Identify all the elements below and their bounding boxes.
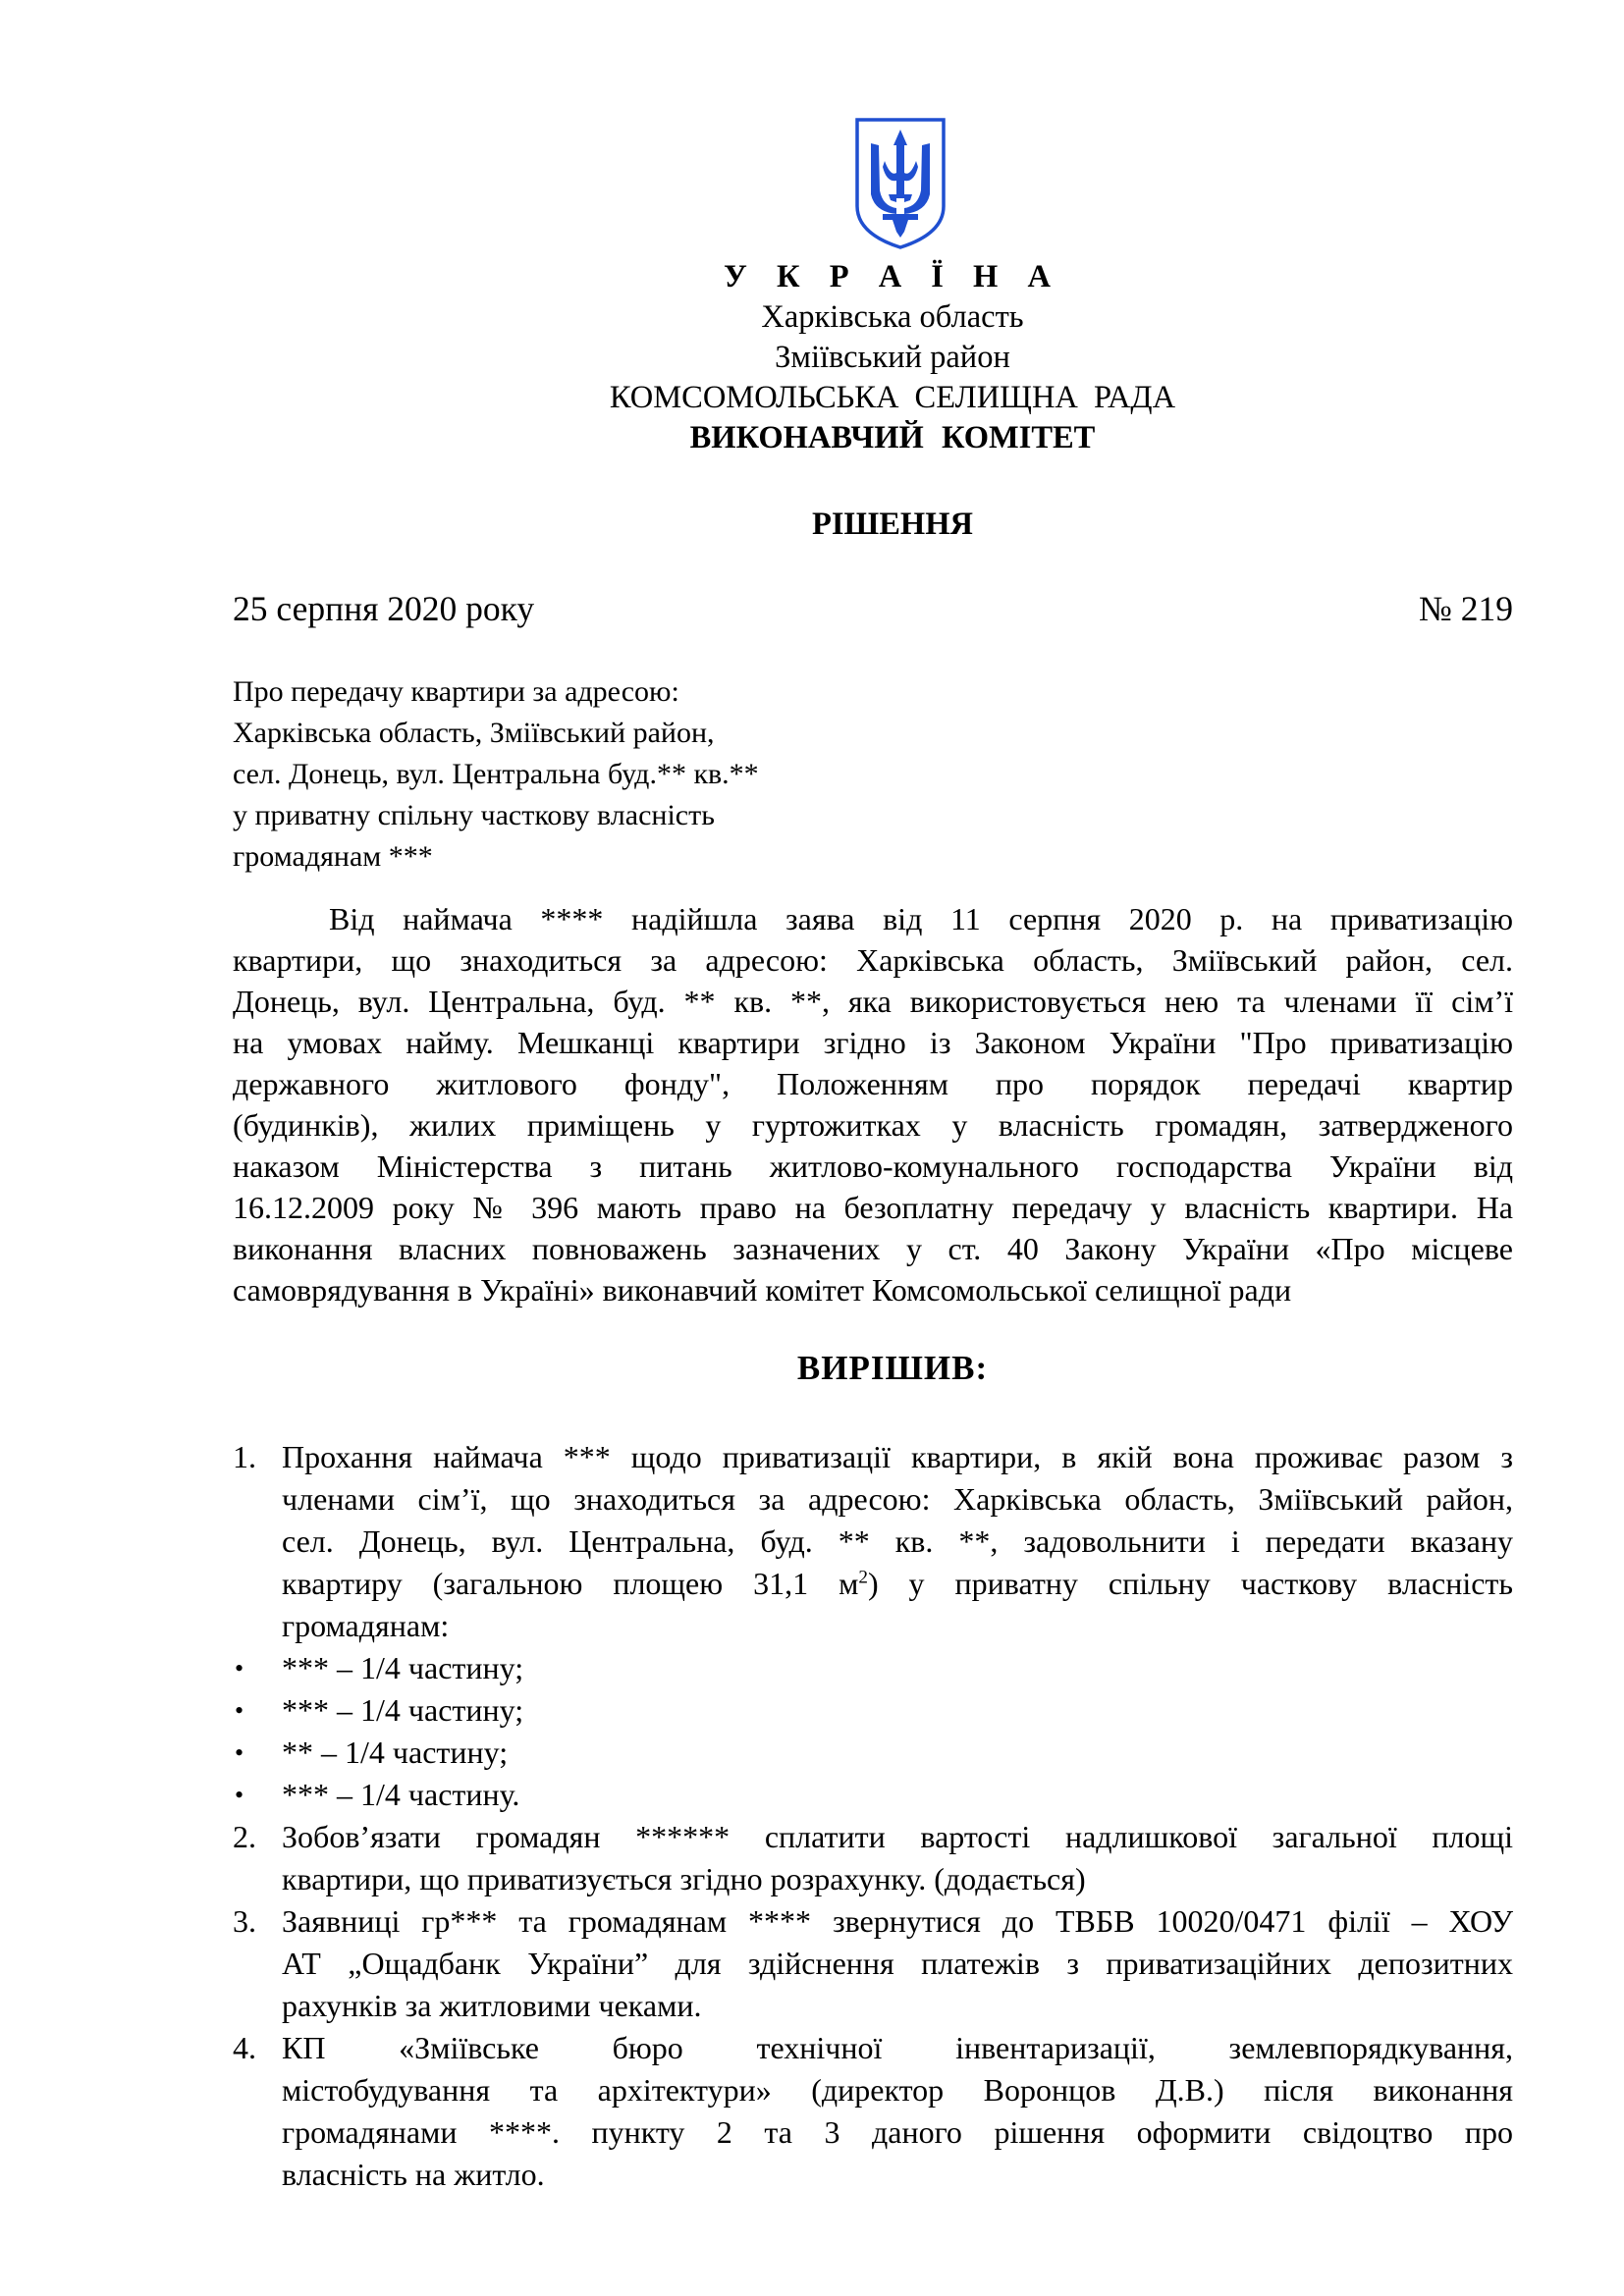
area-text: квартиру (загальною площею 31,1 м xyxy=(282,1566,859,1601)
item-line: власність на житло. xyxy=(282,2157,545,2192)
bullet-icon: • xyxy=(235,1696,244,1725)
council-name: КОМСОМОЛЬСЬКА СЕЛИЩНА РАДА xyxy=(609,380,1176,415)
subject-line: сел. Донець, вул. Центральна буд.** кв.** xyxy=(233,758,759,790)
list-item-2 xyxy=(233,1816,1513,1900)
subject-line: Харківська область, Зміївський район, xyxy=(233,717,715,749)
share-text: *** – 1/4 частину; xyxy=(282,1692,524,1728)
subject-line: Про передачу квартири за адресою: xyxy=(233,675,679,708)
item-line: членами сім’ї, що знаходиться за адресою: Харківська область, Зміївський район, xyxy=(282,1481,1513,1517)
item-number: 3. xyxy=(233,1903,256,1939)
share-text: *** – 1/4 частину; xyxy=(282,1650,524,1685)
paragraph-line: Донець, вул. Центральна, буд. ** кв. **, яка використовується нею та членами її сім’ї xyxy=(233,984,1513,1019)
paragraph-line: Від наймача **** надійшла заява від 11 серпня 2020 р. на приватизацію xyxy=(329,901,1513,936)
resolution-list xyxy=(233,1436,1513,2196)
item-line: КП «Зміївське бюро технічної інвентаризації, землевпорядкування, xyxy=(282,2030,1513,2065)
list-bullet xyxy=(233,1689,1513,1732)
paragraph-line: (будинків), жилих приміщень у гуртожитках у власність громадян, затвердженого xyxy=(233,1107,1513,1143)
item-number: 4. xyxy=(233,2030,256,2065)
document-title: РІШЕННЯ xyxy=(812,507,973,542)
item-line: містобудування та архітектури» (директор Воронцов Д.В.) після виконання xyxy=(282,2072,1513,2108)
item-line: громадянами ****. пункту 2 та 3 даного рішення оформити свідоцтво про xyxy=(282,2114,1513,2150)
paragraph-line: 16.12.2009 року № 396 мають право на безоплатну передачу у власність квартири. На xyxy=(233,1190,1513,1225)
item-line: Зобов’язати громадян ****** сплатити вартості надлишкової загальної площі xyxy=(282,1819,1513,1854)
subject-line: громадянам *** xyxy=(233,840,433,873)
list-bullet xyxy=(233,1732,1513,1774)
list-item-1 xyxy=(233,1436,1513,1647)
share-text: ** – 1/4 частину; xyxy=(282,1735,509,1770)
list-bullet xyxy=(233,1774,1513,1816)
list-bullet xyxy=(233,1647,1513,1689)
item-line: рахунків за житловими чеками. xyxy=(282,1988,702,2023)
item-line: квартири, що приватизується згідно розрахунку. (додається) xyxy=(282,1861,1086,1896)
subject-line: у приватну спільну часткову власність xyxy=(233,799,715,831)
document-number: № 219 xyxy=(1419,589,1513,628)
bullet-icon: • xyxy=(235,1654,244,1682)
item-line: Прохання наймача *** щодо приватизації квартири, в якій вона проживає разом з xyxy=(282,1439,1513,1474)
committee-name: ВИКОНАВЧИЙ КОМІТЕТ xyxy=(689,420,1096,455)
bullet-icon: • xyxy=(235,1738,244,1767)
list-item-4 xyxy=(233,2027,1513,2196)
trident-coat-of-arms-icon xyxy=(853,116,947,251)
document-subject xyxy=(233,671,759,878)
square-superscript: 2 xyxy=(858,1567,868,1588)
item-line: громадянам: xyxy=(282,1608,450,1643)
item-line-with-area xyxy=(282,1563,1513,1605)
list-item-3 xyxy=(233,1900,1513,2027)
area-text-tail: ) у приватну спільну часткову власність xyxy=(867,1566,1514,1601)
paragraph-line: самоврядування в Україні» виконавчий комітет Комсомольської селищної ради xyxy=(233,1272,1292,1308)
paragraph-line: на умовах найму. Мешканці квартири згідно із Законом України "Про приватизацію xyxy=(233,1025,1513,1060)
document-date: 25 серпня 2020 року xyxy=(233,589,535,628)
item-number: 2. xyxy=(233,1819,256,1854)
paragraph-line: квартири, що знаходиться за адресою: Харківська область, Зміївський район, сел. xyxy=(233,942,1513,978)
item-line: Заявниці гр*** та громадянам **** звернутися до ТВБВ 10020/0471 філії – ХОУ xyxy=(282,1903,1513,1939)
country-name: У К Р А Ї Н А xyxy=(724,259,1061,294)
district-name: Зміївський район xyxy=(775,340,1010,375)
bullet-icon: • xyxy=(235,1781,244,1809)
region-name: Харківська область xyxy=(761,299,1024,335)
paragraph-line: виконання власних повноважень зазначених у ст. 40 Закону України «Про місцеве xyxy=(233,1231,1513,1266)
item-number: 1. xyxy=(233,1439,256,1474)
paragraph-line: державного житлового фонду", Положенням про порядок передачі квартир xyxy=(233,1066,1513,1101)
item-line: АТ „Ощадбанк України” для здійснення платежів з приватизаційних депозитних xyxy=(282,1946,1513,1981)
paragraph-line: наказом Міністерства з питань житлово-комунального господарства України від xyxy=(233,1148,1513,1184)
preamble-paragraph xyxy=(233,898,1513,1310)
share-text: *** – 1/4 частину. xyxy=(282,1777,520,1812)
item-line: сел. Донець, вул. Центральна, буд. ** кв. **, задовольнити і передати вказану xyxy=(282,1523,1513,1559)
resolved-heading: ВИРІШИВ: xyxy=(796,1349,989,1387)
